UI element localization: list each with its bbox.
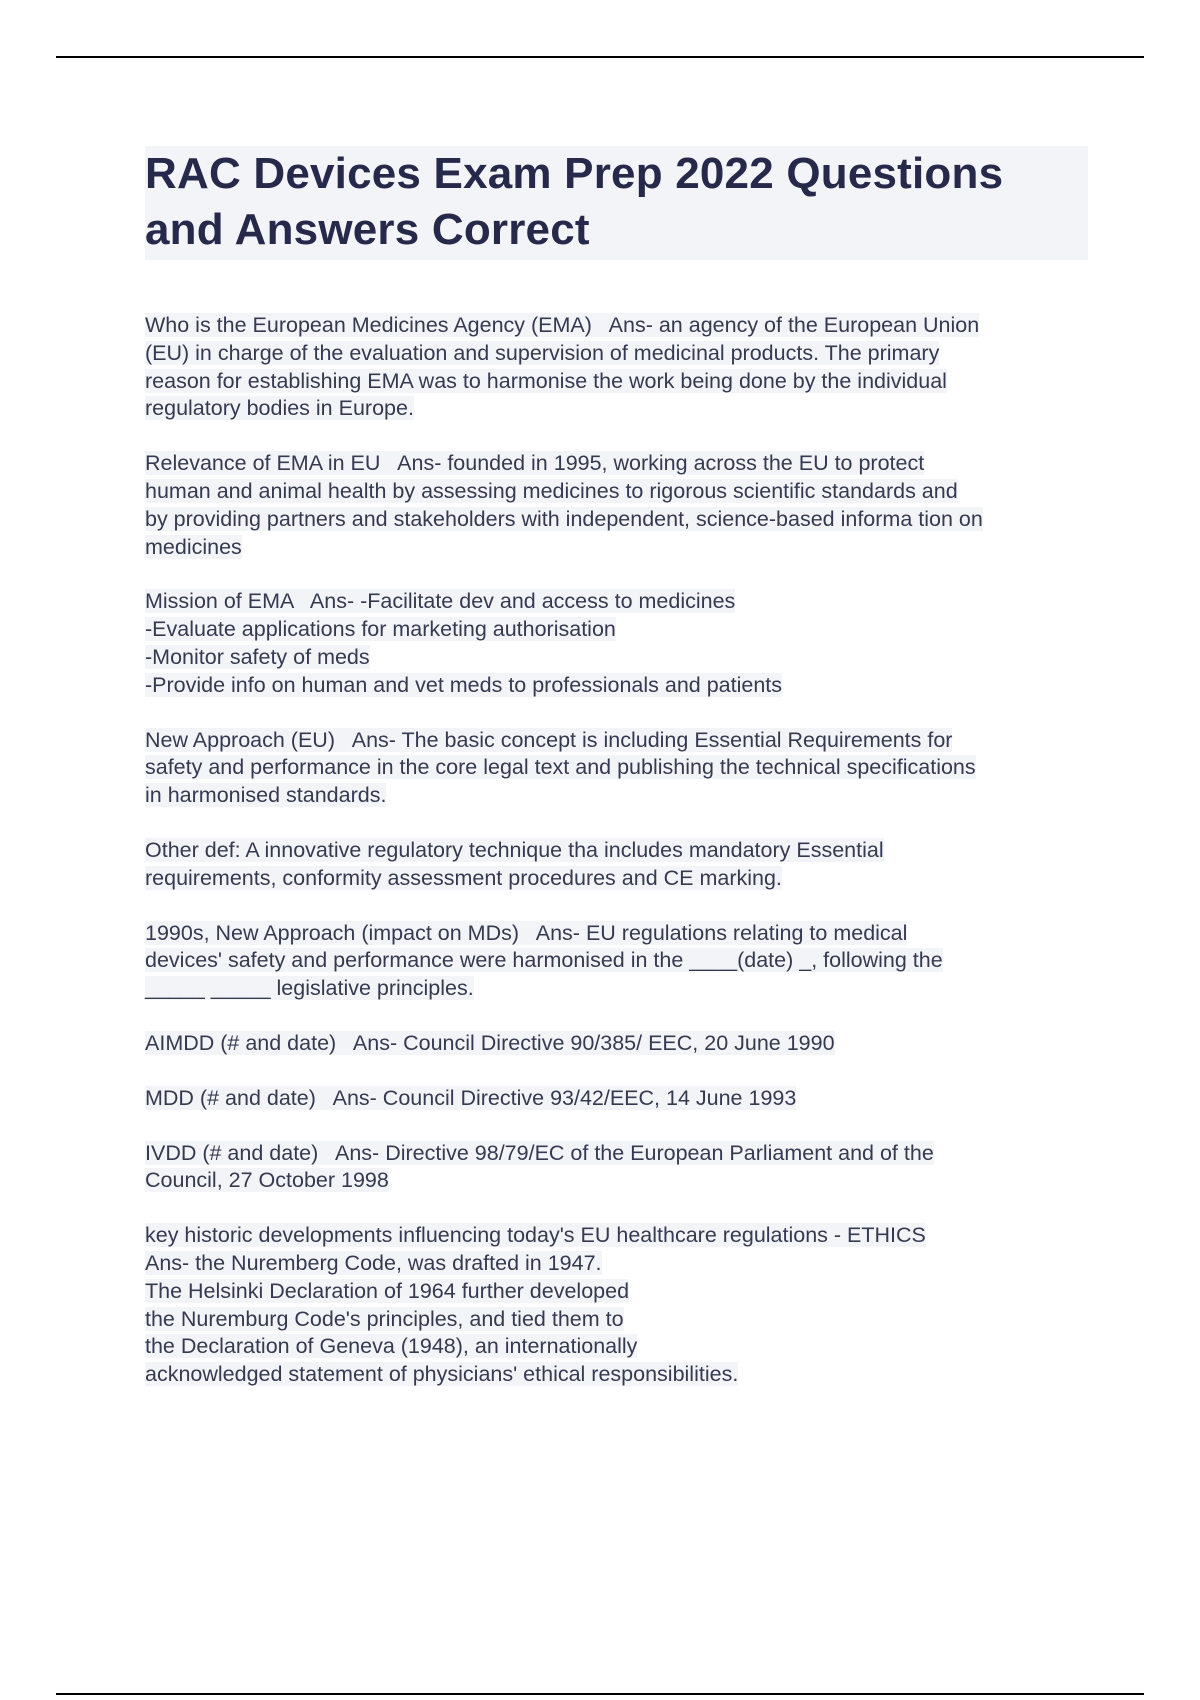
- qa-line: New Approach (EU) Ans- The basic concept is including Essential Requirements for: [145, 727, 953, 752]
- qa-line: Mission of EMA Ans- -Facilitate dev and access to medicines: [145, 589, 736, 614]
- qa-line: the Declaration of Geneva (1948), an internationally: [145, 1334, 638, 1359]
- title-line: RAC Devices Exam Prep 2022 Questions: [145, 149, 1004, 198]
- qa-line: medicines: [145, 534, 242, 559]
- qa-line: -Monitor safety of meds: [145, 644, 370, 669]
- qa-line: by providing partners and stakeholders with independent, science-based informa tion on: [145, 506, 983, 531]
- qa-line: Relevance of EMA in EU Ans- founded in 1995, working across the EU to protect: [145, 451, 925, 476]
- qa-entry: [145, 450, 1090, 561]
- qa-entry: [145, 1030, 1090, 1058]
- qa-line: IVDD (# and date) Ans- Directive 98/79/EC of the European Parliament and of the: [145, 1140, 934, 1165]
- qa-line: Who is the European Medicines Agency (EMA) Ans- an agency of the European Union: [145, 313, 980, 337]
- qa-entry: [145, 1085, 1090, 1113]
- qa-line: safety and performance in the core legal text and publishing the technical specifications: [145, 755, 976, 780]
- qa-line: human and animal health by assessing medicines to rigorous scientific standards and: [145, 478, 958, 503]
- qa-line: 1990s, New Approach (impact on MDs) Ans- EU regulations relating to medical: [145, 920, 908, 945]
- qa-entry: [145, 1222, 1090, 1389]
- qa-entry: [145, 920, 1090, 1003]
- qa-line: regulatory bodies in Europe.: [145, 396, 414, 421]
- top-divider: [56, 56, 1144, 58]
- document-title: [145, 146, 1088, 258]
- qa-line: Council, 27 October 1998: [145, 1168, 389, 1193]
- qa-line: reason for establishing EMA was to harmonise the work being done by the individual: [145, 368, 947, 393]
- qa-list: [145, 312, 1090, 1416]
- qa-entry: [145, 1140, 1090, 1196]
- qa-line: The Helsinki Declaration of 1964 further developed: [145, 1278, 630, 1303]
- qa-line: Other def: A innovative regulatory technique tha includes mandatory Essential: [145, 837, 884, 862]
- qa-line: Ans- the Nuremberg Code, was drafted in 1947.: [145, 1250, 602, 1275]
- title-line: and Answers Correct: [145, 205, 590, 254]
- qa-entry: [145, 837, 1090, 893]
- qa-entry: [145, 727, 1090, 810]
- qa-line: in harmonised standards.: [145, 783, 387, 808]
- qa-line: acknowledged statement of physicians' ethical responsibilities.: [145, 1362, 739, 1387]
- qa-line: -Provide info on human and vet meds to professionals and patients: [145, 672, 783, 697]
- qa-line: the Nuremburg Code's principles, and tied them to: [145, 1306, 624, 1331]
- qa-line: MDD (# and date) Ans- Council Directive 93/42/EEC, 14 June 1993: [145, 1085, 797, 1110]
- qa-line: key historic developments influencing today's EU healthcare regulations - ETHICS: [145, 1223, 926, 1248]
- qa-entry: [145, 588, 1090, 699]
- document-title-block: [145, 146, 1088, 260]
- qa-line: -Evaluate applications for marketing authorisation: [145, 617, 616, 642]
- qa-line: devices' safety and performance were harmonised in the ____(date) _, following the: [145, 948, 943, 973]
- qa-line: _____ _____ legislative principles.: [145, 976, 474, 1001]
- qa-line: requirements, conformity assessment procedures and CE marking.: [145, 865, 782, 890]
- bottom-divider: [56, 1693, 1144, 1695]
- qa-line: AIMDD (# and date) Ans- Council Directive 90/385/ EEC, 20 June 1990: [145, 1030, 835, 1055]
- qa-entry: [145, 312, 1090, 423]
- qa-line: (EU) in charge of the evaluation and supervision of medicinal products. The primary: [145, 340, 940, 365]
